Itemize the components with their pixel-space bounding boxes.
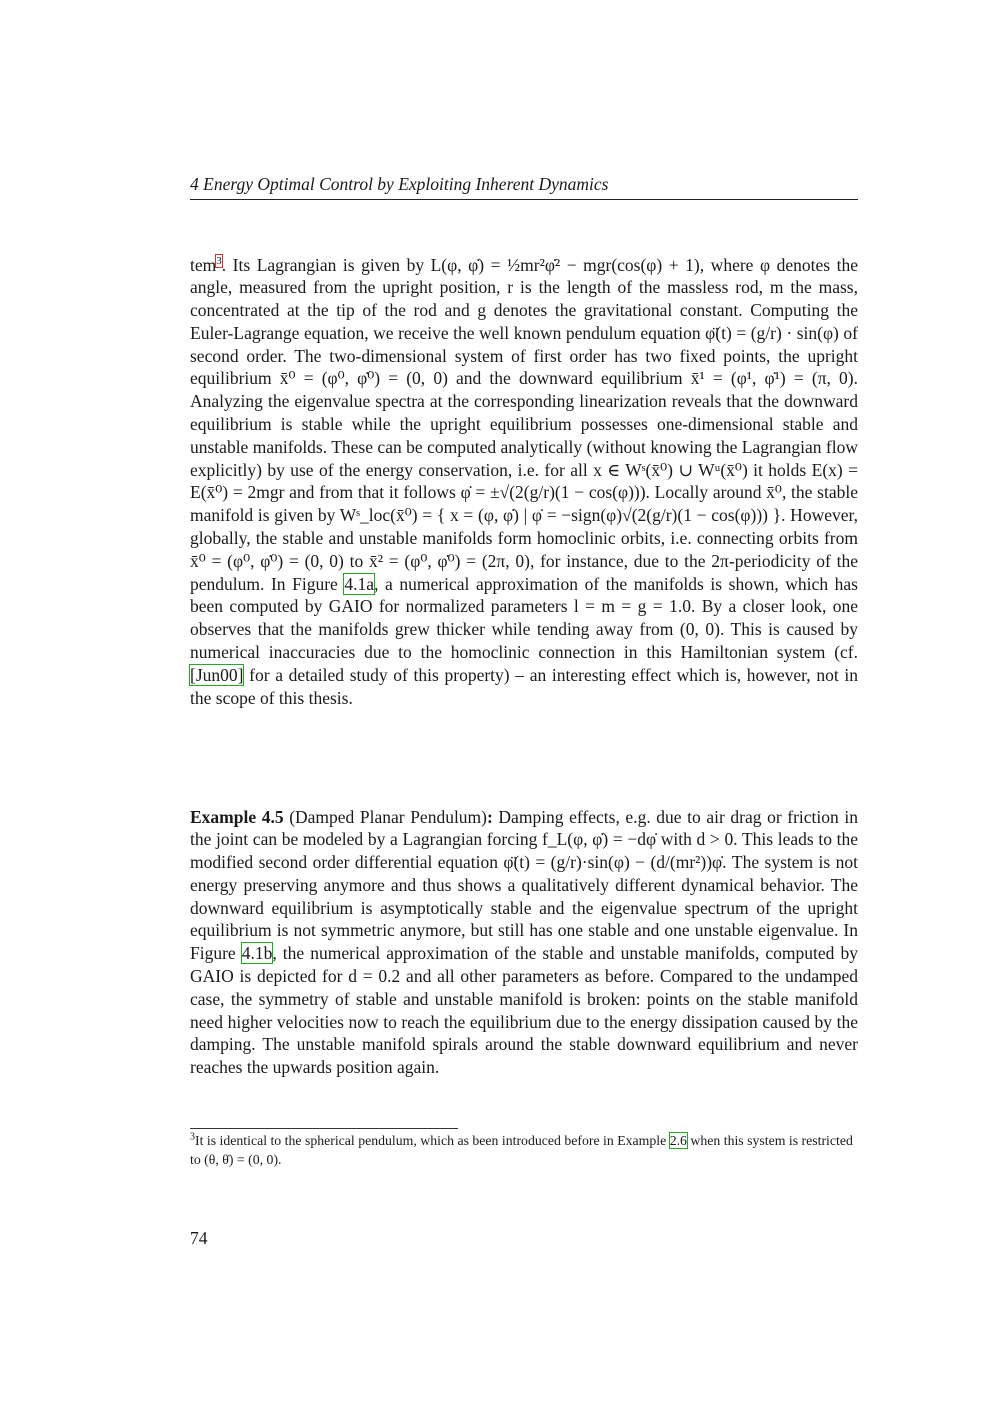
citation-jun00-link[interactable]: [Jun00] xyxy=(190,664,244,685)
page-number: 74 xyxy=(190,1228,208,1248)
footnote-3 xyxy=(190,1131,858,1169)
figure-4-1a-link[interactable]: 4.1a xyxy=(344,573,375,594)
footnote-text: when this system is restricted to (θ, θ̇) = (0, 0). xyxy=(190,1133,853,1167)
text-segment: . Its Lagrangian is given by L(φ, φ̇) = ½mr²φ̇² − mgr(cos(φ) + 1), where φ denotes the angle, measured from the upright position, r is the length of the massless rod, m the mass, concentrated at the tip of the rod and g denotes the gravitational constant. Computing the Euler-Lagrange equation, we receive the well known pendulum equation φ̈(t) = (g/r) · sin(φ) of second order. The two-dimensional system of first order has two fixed points, the upright equilibrium x̄⁰ = (φ⁰, φ̇⁰) = (0, 0) and the downward equilibrium x̄¹ = (φ¹, φ̇¹) = (π, 0). Analyzing the eigenvalue spectra at the corresponding linearization reveals that the downward equilibrium is stable while the upright equilibrium possesses one-dimensional stable and unstable manifolds. These can be computed analytically (without knowing the Lagrangian flow explicitly) by use of the energy conservation, i.e. for all x ∈ Wˢ(x̄⁰) ∪ Wᵘ(x̄⁰) it holds E(x) = E(x̄⁰) = 2mgr and from that it follows φ̇ = ±√(2(g/r)(1 − cos(φ))). Locally around x̄⁰, the stable manifold is given by Wˢ_loc(x̄⁰) = { x = (φ, φ̇) | φ̇ = −sign(φ)√(2(g/r)(1 − cos(φ))) }. However, globally, the stable and unstable manifolds form homoclinic orbits, i.e. connecting orbits from x̄⁰ = (φ⁰, φ̇⁰) = (0, 0) to x̄² = (φ⁰, φ̇⁰) = (2π, 0), for instance, due to the 2π-periodicity of the pendulum. In Figure xyxy=(190,254,858,594)
text-segment: tem xyxy=(190,254,217,275)
footnote-text: It is identical to the spherical pendulum, which as been introduced before in Example xyxy=(195,1133,670,1148)
paragraph-pendulum xyxy=(190,236,858,727)
footnote-mark: 3 xyxy=(190,1131,195,1143)
text-segment: , the numerical approximation of the stable and unstable manifolds, computed by GAIO is depicted for d = 0.2 and all other parameters as before. Compared to the undamped case, the symmetry of stable and unstable manifold is broken: points on the stable manifold need higher velocities now to reach the equilibrium due to the energy dissipation caused by the damping. The unstable manifold spirals around the stable downward equilibrium and never reaches the upwards position again. xyxy=(190,943,858,1078)
example-text xyxy=(190,806,858,1080)
example-colon: : xyxy=(487,806,493,827)
example-label: Example 4.5 xyxy=(190,806,284,827)
paragraph-text xyxy=(190,254,858,710)
text-segment: Damping effects, e.g. due to air drag or friction in the joint can be modeled by a Lagrangian forcing f_L(φ, φ̇) = −dφ̇ with d > 0. This leads to the modified second order differential equation φ̈(t) = (g/r)·sin(φ) − (d/(mr²))φ̇. The system is not energy preserving anymore and thus shows a qualitatively different dynamical behavior. The downward equilibrium is asymptotically stable and the eigenvalue spectrum of the upright equilibrium is not symmetric anymore, but still has one stable and one unstable eigenvalue. In Figure xyxy=(190,806,858,964)
footnote-reference-link[interactable]: 3 xyxy=(216,254,222,267)
running-header: 4 Energy Optimal Control by Exploiting Inherent Dynamics xyxy=(190,174,858,200)
example-4-5 xyxy=(190,788,858,1097)
text-segment: , a numerical approximation of the manifolds is shown, which has been computed by GAIO for normalized parameters l = m = g = 1.0. By a closer look, one observes that the manifolds grew thicker while tending away from (0, 0). This is caused by numerical inaccuracies due to the homoclinic connection in this Hamiltonian system (cf. xyxy=(190,573,858,663)
footnote-divider xyxy=(190,1128,458,1129)
example-2-6-link[interactable]: 2.6 xyxy=(669,1133,687,1148)
example-title: (Damped Planar Pendulum) xyxy=(283,806,487,827)
text-segment: for a detailed study of this property) – an interesting effect which is, however, not in the scope of this thesis. xyxy=(190,664,858,708)
figure-4-1b-link[interactable]: 4.1b xyxy=(241,943,273,964)
